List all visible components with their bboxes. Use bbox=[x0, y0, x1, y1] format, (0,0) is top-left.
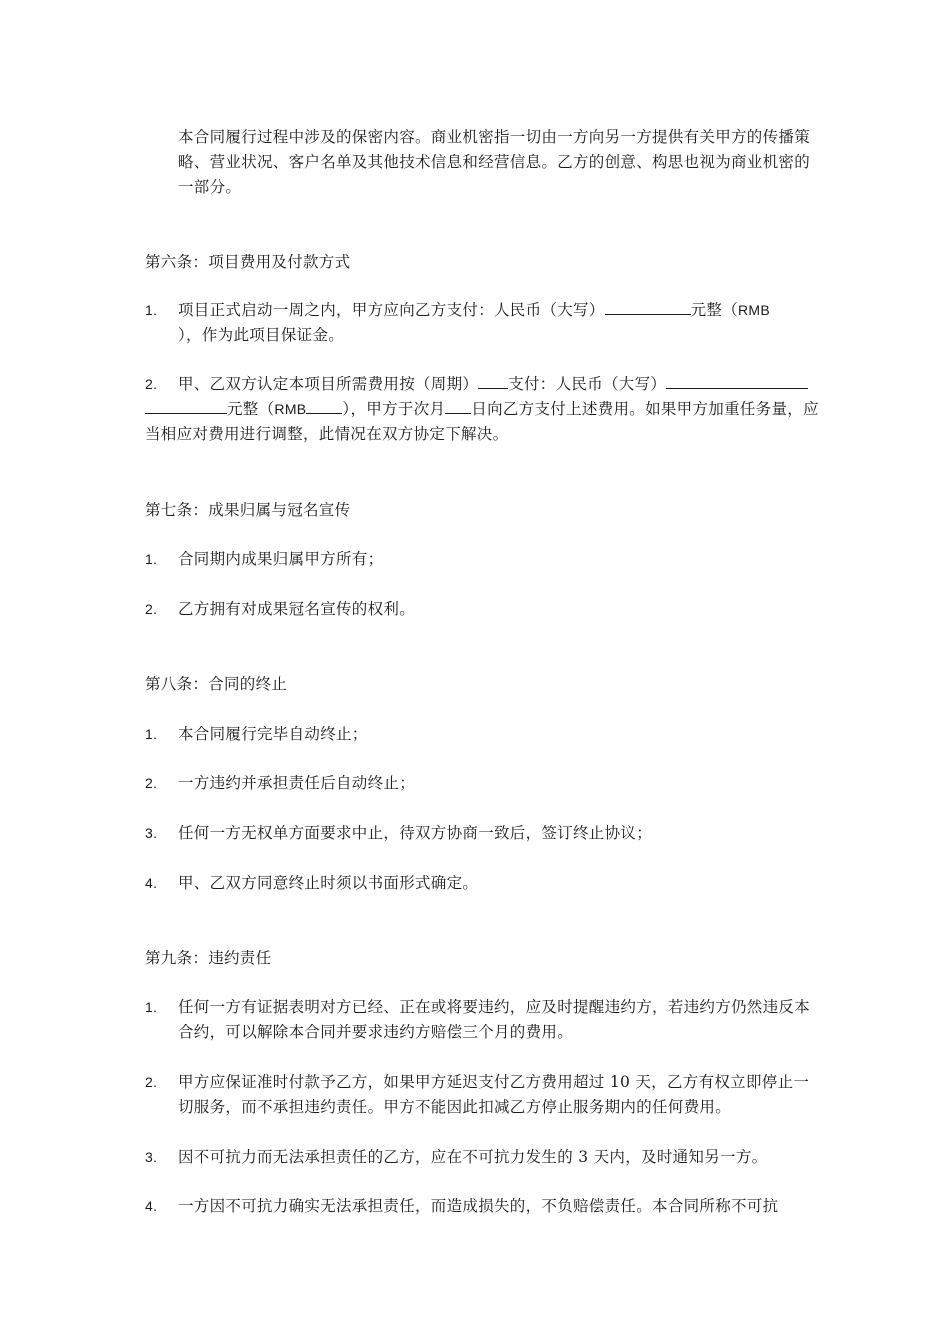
item-number: 2. bbox=[145, 1074, 158, 1090]
blank-line bbox=[445, 397, 471, 414]
article-7-heading: 第七条：成果归属与冠名宣传 bbox=[145, 501, 351, 519]
article-8-heading: 第八条：合同的终止 bbox=[145, 675, 288, 693]
blank-line bbox=[145, 397, 227, 414]
item-text: 任何一方无权单方面要求中止，待双方协商一致后，签订终止协议； bbox=[178, 824, 653, 842]
art9-item-2 bbox=[145, 1070, 820, 1120]
item-text: 甲、乙双方认定本项目所需费用按（周期） 支付：人民币（大写） 元整（RMB ），甲方于次月 日向乙方支付上述费用。如果甲方加重任务量，应当相应对费用进行调整，此情况在双方协定下解决。 bbox=[145, 372, 820, 447]
art8-item-1 bbox=[145, 722, 820, 747]
blank-line bbox=[306, 397, 342, 414]
item-text: 本合同履行完毕自动终止； bbox=[178, 725, 368, 743]
item-text: 甲方应保证准时付款予乙方，如果甲方延迟支付乙方费用超过 10 天，乙方有权立即停止一切服务，而不承担违约责任。甲方不能因此扣减乙方停止服务期内的任何费用。 bbox=[178, 1073, 810, 1116]
item-number: 1. bbox=[145, 551, 158, 567]
item-text: 因不可抗力而无法承担责任的乙方，应在不可抗力发生的 3 天内，及时通知另一方。 bbox=[178, 1148, 768, 1166]
item-number: 2. bbox=[145, 601, 158, 617]
art6-item-2 bbox=[145, 372, 820, 447]
item-number: 2. bbox=[145, 376, 158, 392]
blank-line bbox=[605, 298, 691, 315]
art8-item-3 bbox=[145, 821, 820, 846]
confidential-paragraph: 本合同履行过程中涉及的保密内容。商业机密指一切由一方向另一方提供有关甲方的传播策略、营业状况、客户名单及其他技术信息和经营信息。乙方的创意、构思也视为商业机密的一部分。 bbox=[178, 128, 811, 196]
art8-item-4 bbox=[145, 871, 820, 896]
art8-item-2 bbox=[145, 771, 820, 796]
article-9-heading: 第九条：违约责任 bbox=[145, 949, 272, 967]
art9-item-3 bbox=[145, 1145, 820, 1170]
item-text: 一方因不可抗力确实无法承担责任，而造成损失的，不负赔偿责任。本合同所称不可抗 bbox=[178, 1197, 779, 1215]
item-text: 合同期内成果归属甲方所有； bbox=[178, 550, 384, 568]
item-text: 甲、乙双方同意终止时须以书面形式确定。 bbox=[178, 874, 479, 892]
art9-item-1 bbox=[145, 995, 820, 1045]
item-number: 4. bbox=[145, 1198, 158, 1214]
item-text: 乙方拥有对成果冠名宣传的权利。 bbox=[178, 600, 416, 618]
blank-line bbox=[478, 372, 508, 389]
art9-item-4 bbox=[145, 1194, 820, 1219]
blank-line bbox=[666, 372, 808, 389]
art6-item-1 bbox=[145, 298, 820, 348]
item-number: 1. bbox=[145, 999, 158, 1015]
art7-item-1 bbox=[145, 547, 820, 572]
art7-item-2 bbox=[145, 597, 820, 622]
article-6-heading: 第六条：项目费用及付款方式 bbox=[145, 253, 351, 271]
item-text: 任何一方有证据表明对方已经、正在或将要违约，应及时提醒违约方，若违约方仍然违反本合约，可以解除本合同并要求违约方赔偿三个月的费用。 bbox=[178, 998, 811, 1041]
item-number: 2. bbox=[145, 775, 158, 791]
item-text: 项目正式启动一周之内，甲方应向乙方支付：人民币（大写） 元整（RMB ），作为此项目保证金。 bbox=[178, 298, 820, 348]
item-number: 1. bbox=[145, 726, 158, 742]
item-number: 1. bbox=[145, 302, 158, 318]
item-number: 3. bbox=[145, 1149, 158, 1165]
item-number: 4. bbox=[145, 875, 158, 891]
item-text: 一方违约并承担责任后自动终止； bbox=[178, 774, 416, 792]
item-number: 3. bbox=[145, 825, 158, 841]
